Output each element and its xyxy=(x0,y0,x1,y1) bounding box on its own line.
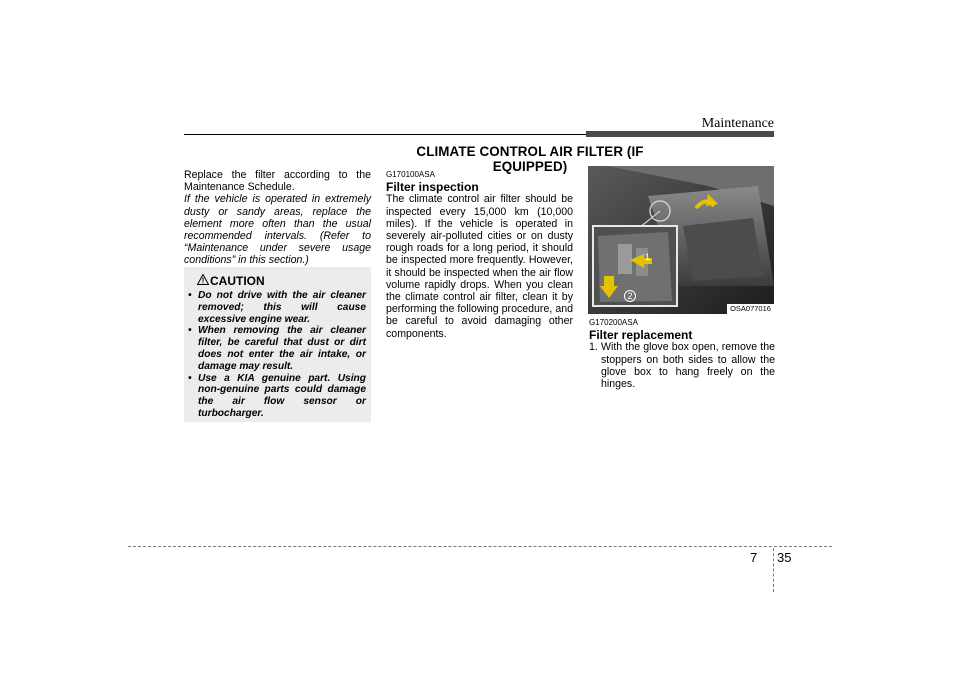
bullet-icon: • xyxy=(188,325,192,337)
section-code: G170100ASA xyxy=(386,170,435,179)
caution-item xyxy=(188,290,366,325)
caution-title: CAUTION xyxy=(210,274,265,288)
step-text: With the glove box open, remove the stoppers on both sides to allow the glove box to hang freely on the hinges. xyxy=(601,341,775,391)
glove-box-illustration xyxy=(588,166,774,314)
intro-text: Replace the filter according to the Maintenance Schedule. xyxy=(184,169,371,194)
section-header: Maintenance xyxy=(701,116,774,131)
bullet-icon: • xyxy=(188,290,192,301)
bullet-icon: • xyxy=(188,372,192,384)
italic-note: If the vehicle is operated in extremely dusty or sandy areas, replace the element more often than the usual recommended intervals. (Refer to “Maintenance under severe usage conditions” in this section.) xyxy=(184,193,371,267)
chapter-number: 7 xyxy=(750,550,758,565)
footer-divider xyxy=(773,548,774,592)
caution-item xyxy=(188,325,366,372)
header-rule-accent xyxy=(586,131,774,137)
middle-column xyxy=(386,169,573,340)
figure-label-2: 2 xyxy=(624,290,636,302)
caution-item-text: Use a KIA genuine part. Using non-genuine parts could damage the air flow sensor or turbocharger. xyxy=(198,372,366,419)
caution-item xyxy=(188,373,366,420)
filter-replacement-heading: Filter replacement xyxy=(589,328,693,343)
warning-triangle-icon xyxy=(197,274,209,285)
filter-inspection-body: The climate control air filter should be inspected every 15,000 km (10,000 miles). If the vehicle is operated in severely air-polluted cities or on dusty rough roads for a long period, it should be inspected more frequently. However, it should be inspected when the air flow volume rapidly drops. When you clean the climate control air filter, clean it by performing the following procedure, and be careful to avoid damaging other components. xyxy=(386,193,573,340)
caution-item-text: When removing the air cleaner filter, be careful that dust or dirt does not enter the air intake, or damage may result. xyxy=(198,325,366,372)
figure-caption: OSA077016 xyxy=(727,304,774,314)
step-item xyxy=(589,341,775,390)
step-number: 1. xyxy=(589,341,598,354)
caution-list xyxy=(188,290,366,420)
figure-label-1: 1 xyxy=(645,252,651,262)
section-code: G170200ASA xyxy=(589,318,638,327)
section-banner-title: CLIMATE CONTROL AIR FILTER (IF EQUIPPED) xyxy=(388,144,672,162)
footer-rule xyxy=(128,546,832,547)
glove-box-photo xyxy=(588,166,774,314)
page-number: 35 xyxy=(777,550,792,565)
filter-inspection-heading: Filter inspection xyxy=(386,180,479,195)
header-rule xyxy=(184,134,586,135)
right-column xyxy=(589,317,775,390)
caution-item-text: Do not drive with the air cleaner removed; this will cause excessive engine wear. xyxy=(198,290,366,325)
left-column xyxy=(184,169,371,267)
